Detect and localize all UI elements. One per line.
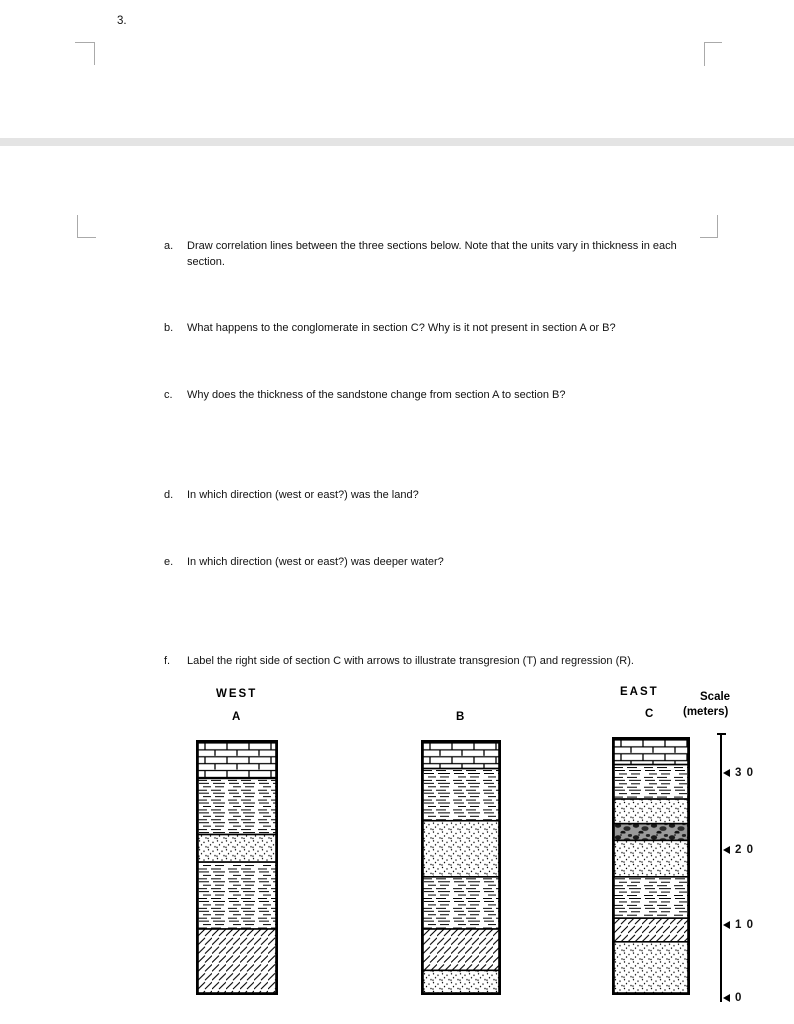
layer-sandstone <box>614 942 688 993</box>
layer-siltstone <box>614 918 688 942</box>
question-letter-d: d. <box>164 489 174 501</box>
crop-mark-mid-right <box>700 215 718 238</box>
layer-sandstone <box>614 840 688 876</box>
strat-column-c <box>612 737 690 995</box>
tick-label-20: 2 0 <box>735 844 754 856</box>
crop-mark-mid-left <box>77 215 96 238</box>
question-letter-f: f. <box>164 655 171 667</box>
layer-shale <box>198 862 276 929</box>
question-text-d: In which direction (west or east?) was the land? <box>187 489 419 501</box>
question-row-a <box>164 238 679 270</box>
layer-shale <box>423 877 499 929</box>
tick-label-30: 3 0 <box>735 767 754 779</box>
layer-limestone <box>614 739 688 765</box>
question-letter-c: c. <box>164 389 173 401</box>
question-text-f: Label the right side of section C with arrows to illustrate transgresion (T) and regression (R). <box>187 655 634 667</box>
crop-mark-top-left <box>75 42 95 65</box>
layer-siltstone <box>198 929 276 993</box>
section-a-label: A <box>232 711 241 723</box>
question-text-c: Why does the thickness of the sandstone change from section A to section B? <box>187 389 566 401</box>
east-label: EAST <box>620 686 659 698</box>
layer-sandstone <box>423 821 499 877</box>
layer-sandstone <box>614 799 688 824</box>
question-row-f <box>164 653 634 669</box>
section-c-label: C <box>645 708 654 720</box>
strat-column-b <box>421 740 501 995</box>
layer-sandstone <box>423 970 499 993</box>
scale-title: Scale <box>700 691 731 703</box>
scale-bar <box>720 733 780 1002</box>
question-row-d <box>164 487 419 503</box>
section-b-label: B <box>456 711 465 723</box>
layer-shale <box>614 877 688 918</box>
question-number: 3. <box>117 15 127 27</box>
question-letter-a: a. <box>164 240 174 252</box>
layer-shale <box>614 765 688 799</box>
question-text-b: What happens to the conglomerate in section C? Why is it not present in section A or B? <box>187 322 616 334</box>
layer-shale <box>423 769 499 821</box>
crop-mark-top-right <box>704 42 722 66</box>
tick-arrow-icon <box>723 921 730 929</box>
question-row-b <box>164 320 616 336</box>
tick-arrow-icon <box>723 769 730 777</box>
layer-shale <box>198 778 276 834</box>
scale-tick-10 <box>723 919 754 931</box>
layer-siltstone <box>423 929 499 970</box>
layer-limestone <box>198 742 276 778</box>
tick-arrow-icon <box>723 846 730 854</box>
question-letter-e: e. <box>164 556 174 568</box>
scan-band <box>0 138 794 146</box>
scale-tick-20 <box>723 844 754 856</box>
question-text-a: Draw correlation lines between the three sections below. Note that the units vary in thickness in each section. <box>187 240 677 268</box>
strat-column-a <box>196 740 278 995</box>
layer-limestone <box>423 742 499 769</box>
west-label: WEST <box>216 688 258 700</box>
layer-sandstone <box>198 835 276 863</box>
scale-top-cap <box>717 733 726 735</box>
tick-label-0: 0 <box>735 992 743 1004</box>
tick-label-10: 1 0 <box>735 919 754 931</box>
question-letter-b: b. <box>164 322 174 334</box>
question-row-e <box>164 554 444 570</box>
scale-units: (meters) <box>683 706 729 718</box>
tick-arrow-icon <box>723 994 730 1002</box>
scale-tick-30 <box>723 767 754 779</box>
question-row-c <box>164 387 566 403</box>
scale-line <box>720 733 722 1002</box>
layer-conglomerate <box>614 824 688 841</box>
question-text-e: In which direction (west or east?) was deeper water? <box>187 556 444 568</box>
scale-tick-0 <box>723 992 742 1004</box>
